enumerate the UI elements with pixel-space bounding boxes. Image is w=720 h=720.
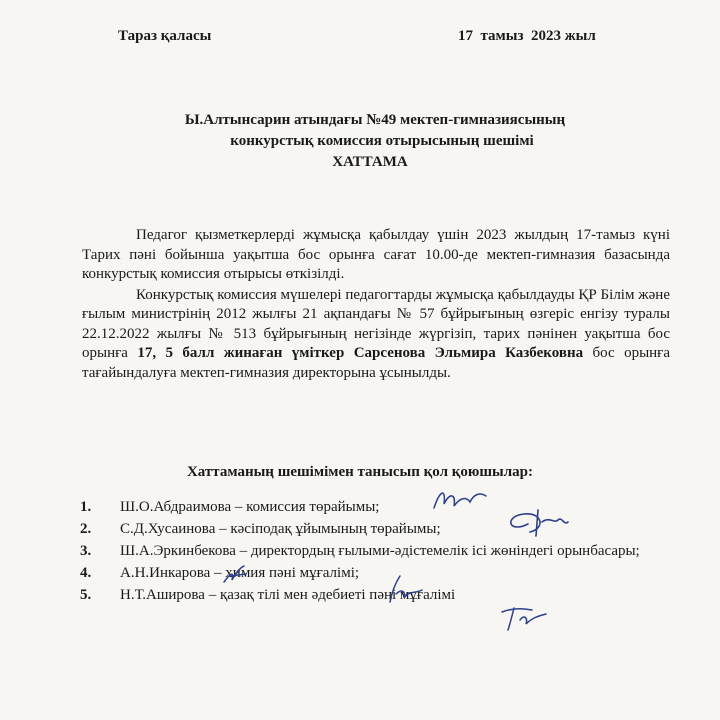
title-line-school: Ы.Алтынсарин атындағы №49 мектеп-гимназиясының [184, 112, 566, 128]
signer-number: 3. [80, 543, 92, 559]
signer-text: С.Д.Хусаинова – кәсіподақ ұйымының төрайымы; [120, 521, 441, 537]
document-title [0, 110, 720, 173]
signer-text: А.Н.Инкарова – химия пәні мұғалімі; [120, 565, 360, 581]
signer-number: 2. [80, 521, 92, 537]
title-line-protocol: ХАТТАМА [332, 154, 408, 170]
signer-number: 1. [80, 499, 92, 515]
signer-number: 4. [80, 565, 92, 581]
signature-ashirova-icon [496, 602, 550, 634]
signers-heading: Хаттаманың шешімімен танысып қол қоюшылар: [186, 464, 534, 480]
signer-number: 5. [80, 587, 92, 603]
signer-text: Н.Т.Аширова – қазақ тілі мен әдебиеті пәні мұғалімі [120, 587, 456, 603]
signer-item [80, 540, 640, 562]
signature-abdraimova-icon [430, 484, 490, 514]
decision-text-start: Конкурстық комиссия мүшелері педагогтарды жұмысқа қабылдауды ҚР Білім және ғылым министрінің 2012 жылғы 21 ақпандағы № 57 бұйрығының өзгеріс енгізу туралы 22.12.2022 жылғы № 513 бұйрығының негізінде жүргізіп, тарих пәнінен уақытша бос орынға [82, 286, 670, 361]
signer-item [80, 584, 640, 606]
document-date: 17 тамыз 2023 жыл [458, 28, 596, 44]
city-label: Тараз қаласы [118, 28, 212, 44]
signer-item [80, 562, 640, 584]
title-line-commission: конкурстық комиссия отырысының шешімі [230, 133, 534, 149]
document-body [82, 226, 670, 384]
candidate-highlight: 17, 5 балл жинаған үміткер Сарсенова Эльмира Казбековна [137, 345, 584, 361]
signature-inkarova-icon [382, 572, 426, 606]
decision-text-end: бос орынға тағайындалуға мектеп-гимназия директорына ұсынылды. [82, 345, 670, 381]
signer-text: Ш.О.Абдраимова – комиссия төрайымы; [120, 499, 380, 515]
signature-erkinbekova-icon [220, 562, 250, 588]
signer-text: Ш.А.Эркинбекова – директордың ғылыми-әдістемелік ісі жөніндегі орынбасары; [120, 543, 640, 559]
signature-khusainova-icon [498, 506, 570, 540]
paragraph-meeting: Педагог қызметкерлерді жұмысқа қабылдау үшін 2023 жылдың 17-тамыз күні Тарих пәні бойынша уақытша бос орынға сағат 10.00-де мектеп-гимназия базасында конкурстық комиссия отырысы өткізілді. [82, 227, 670, 282]
paragraph-decision [82, 286, 670, 384]
